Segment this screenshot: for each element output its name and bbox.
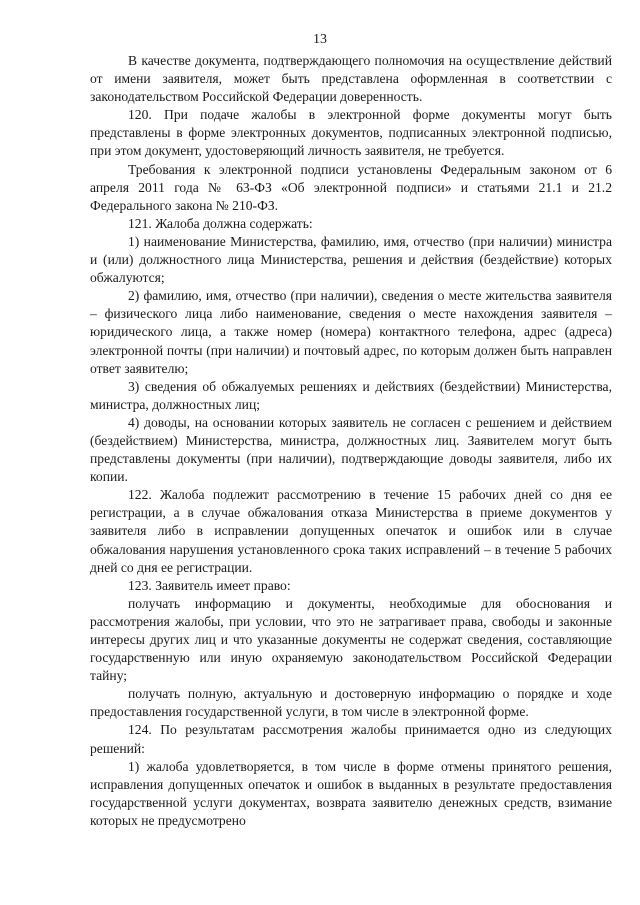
- paragraph-123: 123. Заявитель имеет право:: [128, 577, 291, 593]
- paragraph-124: 124. По результатам рассмотрения жалобы принимается одно из следующих решений:: [90, 722, 612, 756]
- paragraph-123-right-1: получать информацию и документы, необходимые для обоснования и рассмотрения жалобы, при условии, что это не затрагивает права, свободы и законные интересы других лиц и что указанные документы не содержат сведения, составляющие государственную или иную охраняемую законодательством Российской Федерации тайну;: [90, 595, 612, 684]
- page-number: 13: [313, 32, 327, 47]
- list-item-121-1: 1) наименование Министерства, фамилию, имя, отчество (при наличии) министра и (или) должностного лица Министерства, решения и действия (бездействие) которых обжалуются;: [90, 233, 612, 286]
- list-item-121-2: 2) фамилию, имя, отчество (при наличии), сведения о месте жительства заявителя – физического лица либо наименование, сведения о месте нахождения заявителя – юридического лица, а также номер (номера) контактного телефона, адрес (адреса) электронной почты (при наличии) и почтовый адрес, по которым должен быть направлен ответ заявителю;: [90, 288, 612, 376]
- list-item-121-3: 3) сведения об обжалуемых решениях и действиях (бездействии) Министерства, министра, должностных лиц;: [90, 378, 612, 412]
- paragraph-120: 120. При подаче жалобы в электронной форме документы могут быть представлены в форме электронных документов, подписанных электронной подписью, при этом документ, удостоверяющий личность заявителя, не требуется.: [90, 107, 612, 159]
- paragraph-e-signature-requirements: Требования к электронной подписи установлены Федеральным законом от 6 апреля 2011 года № 63-ФЗ «Об электронной подписи» и статьями 21.1 и 21.2 Федерального закона № 210-ФЗ.: [90, 161, 612, 213]
- list-item-121-4: 4) доводы, на основании которых заявитель не согласен с решением и действием (бездействием) Министерства, министра, должностных лиц. Заявителем могут быть представлены документы (при наличии), подтверждающие доводы заявителя, либо их копии.: [90, 414, 612, 485]
- paragraph-power-of-attorney: В качестве документа, подтверждающего полномочия на осуществление действий от имени заявителя, может быть представлена оформленная в соответствии с законодательством Российской Федерации доверенность.: [90, 53, 612, 105]
- list-item-124-1: 1) жалоба удовлетворяется, в том числе в форме отмены принятого решения, исправления допущенных опечаток и ошибок в выданных в результате предоставления государственной услуги документах, возврата заявителю денежных средств, взимание которых не предусмотрено: [90, 758, 612, 828]
- paragraph-121: 121. Жалоба должна содержать:: [128, 215, 313, 231]
- paragraph-123-right-2: получать полную, актуальную и достоверную информацию о порядке и ходе предоставления государственной услуги, в том числе в электронной форме.: [90, 686, 612, 720]
- paragraph-122: 122. Жалоба подлежит рассмотрению в течение 15 рабочих дней со дня ее регистрации, а в случае обжалования отказа Министерства в приеме документов у заявителя либо в исправлении допущенных опечаток и ошибок или в случае обжалования нарушения установленного срока таких исправлений – в течение 5 рабочих дней со дня ее регистрации.: [90, 487, 612, 575]
- document-body: [90, 52, 612, 830]
